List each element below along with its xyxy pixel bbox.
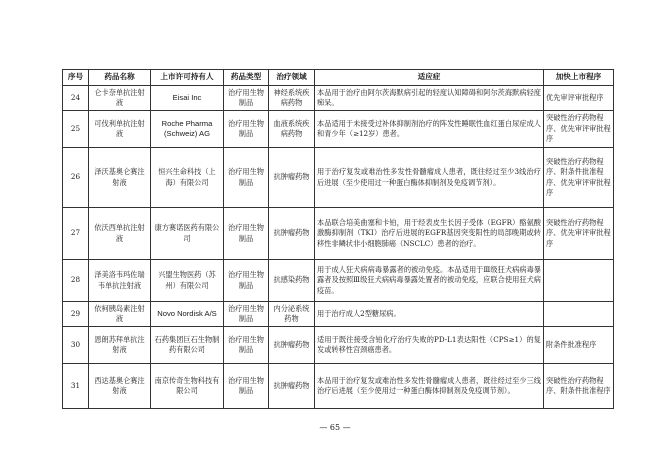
license-holder: Eisai Inc: [151, 86, 224, 111]
accelerated-program: 突破性治疗药物程序、附条件批准程序: [544, 364, 614, 409]
indication: 适用于既往接受含铂化疗治疗失败的PD-L1表达阳性（CPS≥1）的复发或转移性宫颈癌患者。: [315, 327, 544, 364]
row-number: 24: [63, 86, 89, 111]
license-holder: Novo Nordisk A/S: [151, 302, 224, 327]
drug-type: 治疗用生物制品: [224, 86, 269, 111]
drug-name: 恩朗苏拜单抗注射液: [89, 327, 151, 364]
table-row: [63, 208, 614, 260]
table-row: [63, 148, 614, 208]
indication: 用于治疗成人2型糖尿病。: [315, 302, 544, 327]
drug-name: 泽美洛韦玛佐瑞韦单抗注射液: [89, 260, 151, 302]
license-holder: 康方赛诺医药有限公司: [151, 208, 224, 260]
indication: 本品联合培美曲塞和卡铂，用于经表皮生长因子受体（EGFR）酪氨酸激酶抑制剂（TKI）治疗后进展的EGFR基因突变阳性的局部晚期或转移性非鳞状非小细胞肺癌（NSCLC）患者的治疗。: [315, 208, 544, 260]
license-holder: 南京传奇生物科技有限公司: [151, 364, 224, 409]
therapeutic-area: 抗肿瘤药物: [269, 148, 315, 208]
drug-type: 治疗用生物制品: [224, 111, 269, 148]
therapeutic-area: 神经系统疾病药物: [269, 86, 315, 111]
drug-type: 治疗用生物制品: [224, 260, 269, 302]
drug-type: 治疗用生物制品: [224, 302, 269, 327]
table-row: [63, 364, 614, 409]
header-no: 序号: [63, 70, 89, 86]
indication: 本品用于治疗由阿尔茨海默病引起的轻度认知障碍和阿尔茨海默病轻度痴呆。: [315, 86, 544, 111]
indication: 用于成人狂犬病病毒暴露者的被动免疫。本品适用于Ⅲ级狂犬病病毒暴露者及按照Ⅲ级狂犬病病毒暴露处置者的被动免疫，应联合使用狂犬病疫苗。: [315, 260, 544, 302]
drug-type: 治疗用生物制品: [224, 208, 269, 260]
therapeutic-area: 内分泌系统药物: [269, 302, 315, 327]
drug-name: 泽沃基奥仑赛注射液: [89, 148, 151, 208]
header-drug-type: 药品类型: [224, 70, 269, 86]
drug-name: 仑卡奈单抗注射液: [89, 86, 151, 111]
header-therapeutic-area: 治疗领域: [269, 70, 315, 86]
header-license-holder: 上市许可持有人: [151, 70, 224, 86]
header-indication: 适应症: [315, 70, 544, 86]
therapeutic-area: 抗感染药物: [269, 260, 315, 302]
row-number: 26: [63, 148, 89, 208]
page-number: — 65 —: [319, 423, 351, 432]
accelerated-program: 突破性治疗药物程序、优先审评审批程序: [544, 111, 614, 148]
indication: 用于治疗复发或难治性多发性骨髓瘤成人患者，既往经过至少3线治疗后进展（至少使用过一种蛋白酶体抑制剂及免疫调节剂）。: [315, 148, 544, 208]
license-holder: 石药集团巨石生物制药有限公司: [151, 327, 224, 364]
indication: 本品用于治疗复发或难治性多发性骨髓瘤成人患者，既往经过至少三线治疗后进展（至少使用过一种蛋白酶体抑制剂及免疫调节剂）。: [315, 364, 544, 409]
license-holder: Roche Pharma (Schweiz) AG: [151, 111, 224, 148]
drug-name: 依柯胰岛素注射液: [89, 302, 151, 327]
drug-type: 治疗用生物制品: [224, 327, 269, 364]
accelerated-program: [544, 302, 614, 327]
header-accelerated-program: 加快上市程序: [544, 70, 614, 86]
accelerated-program: 优先审评审批程序: [544, 86, 614, 111]
therapeutic-area: 抗肿瘤药物: [269, 208, 315, 260]
row-number: 31: [63, 364, 89, 409]
header-drug-name: 药品名称: [89, 70, 151, 86]
drug-name: 依沃西单抗注射液: [89, 208, 151, 260]
license-holder: 兴盟生物医药（苏州）有限公司: [151, 260, 224, 302]
therapeutic-area: 抗肿瘤药物: [269, 327, 315, 364]
row-number: 25: [63, 111, 89, 148]
row-number: 30: [63, 327, 89, 364]
accelerated-program: 附条件批准程序: [544, 327, 614, 364]
indication: 本品适用于未接受过补体抑制剂治疗的阵发性睡眠性血红蛋白尿症成人和青少年（≥12岁）患者。: [315, 111, 544, 148]
drug-name: 可伐利单抗注射液: [89, 111, 151, 148]
therapeutic-area: 抗肿瘤药物: [269, 364, 315, 409]
drug-type: 治疗用生物制品: [224, 364, 269, 409]
table-row: [63, 111, 614, 148]
therapeutic-area: 血液系统疾病药物: [269, 111, 315, 148]
table-row: [63, 327, 614, 364]
accelerated-program: [544, 260, 614, 302]
row-number: 28: [63, 260, 89, 302]
row-number: 29: [63, 302, 89, 327]
license-holder: 恒兴生命科技（上海）有限公司: [151, 148, 224, 208]
drug-name: 西达基奥仑赛注射液: [89, 364, 151, 409]
table-row: [63, 260, 614, 302]
accelerated-program: 突破性治疗药物程序、附条件批准程序、优先审评审批程序: [544, 148, 614, 208]
accelerated-program: 突破性治疗药物程序、优先审评审批程序: [544, 208, 614, 260]
table-row: [63, 302, 614, 327]
table-header-row: [63, 70, 614, 86]
table-row: [63, 86, 614, 111]
row-number: 27: [63, 208, 89, 260]
drug-type: 治疗用生物制品: [224, 148, 269, 208]
drug-approval-table: [62, 69, 614, 409]
